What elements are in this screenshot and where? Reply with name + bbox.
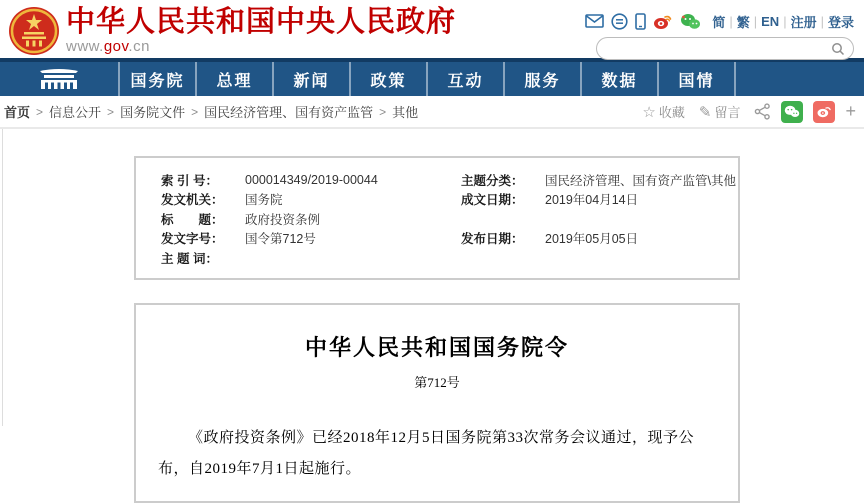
search-icon[interactable] [831, 42, 845, 56]
nav-item-policy[interactable]: 政策 [349, 62, 426, 96]
meta-row-index-no: 索 引 号： 000014349/2019-00044 [161, 172, 378, 188]
favorite-button[interactable]: ☆ 收藏 [642, 103, 685, 121]
register-link[interactable]: 注册 [790, 14, 817, 30]
site-url: www.gov.cn [66, 38, 150, 55]
meta-row-empty [461, 209, 731, 229]
document-paragraph: 《政府投资条例》已经2018年12月5日国务院第33次常务会议通过，现予公布，自2019年7月1日起施行。 [158, 429, 695, 477]
meta-col-right [461, 170, 736, 268]
breadcrumb-bar [0, 96, 864, 129]
national-emblem-icon [8, 6, 60, 56]
nav-item-premier[interactable]: 总理 [195, 62, 272, 96]
nav-item-interact[interactable]: 互动 [426, 62, 503, 96]
nav-spacer [734, 62, 864, 96]
share-wechat-button[interactable] [781, 101, 803, 123]
content-panel [2, 129, 864, 477]
lang-traditional[interactable]: 繁 [736, 14, 750, 30]
meta-row-topic-category: 主题分类： 国民经济管理、国有资产监管\其他 [461, 173, 736, 188]
nav-item-national[interactable]: 国情 [657, 62, 734, 96]
nav-item-news[interactable]: 新闻 [272, 62, 349, 96]
star-icon: ☆ [642, 103, 656, 121]
mobile-icon[interactable] [635, 13, 646, 30]
main-nav [0, 58, 864, 96]
national-emblem-logo[interactable] [8, 6, 60, 56]
crumb-other[interactable]: 其他 [392, 105, 419, 120]
share-weibo-button[interactable] [813, 101, 835, 123]
breadcrumb: 首页 > 信息公开 > 国务院文件 > 国民经济管理、国有资产监管 > 其他 [4, 102, 418, 121]
document-meta-table [134, 156, 740, 280]
site-title: 中华人民共和国中央人民政府 [66, 6, 457, 38]
lang-simplified[interactable]: 简 [712, 14, 726, 30]
mail-icon[interactable] [585, 14, 604, 28]
document-title: 中华人民共和国国务院令 [304, 334, 569, 360]
meta-col-left [161, 170, 461, 268]
search-input[interactable] [605, 40, 831, 58]
lang-links: 简 | 繁 | EN | 注册 | 登录 [708, 12, 858, 31]
page-actions [628, 101, 856, 123]
nav-home-logo[interactable] [0, 62, 118, 96]
document-number: 第712号 [414, 374, 460, 390]
comment-button[interactable]: ✎ 留言 [698, 103, 741, 121]
document-body [134, 303, 740, 503]
message-icon[interactable] [611, 13, 628, 30]
nav-item-data[interactable]: 数据 [580, 62, 657, 96]
share-nodes-icon [754, 103, 771, 120]
site-header [0, 0, 864, 58]
meta-row-empty [461, 248, 731, 268]
meta-row-subject-words: 主 题 词： [161, 251, 218, 266]
lang-english[interactable]: EN [761, 13, 780, 29]
meta-row-title: 标 题： 政府投资条例 [161, 212, 321, 227]
nav-item-services[interactable]: 服务 [503, 62, 580, 96]
crumb-category[interactable]: 国民经济管理、国有资产监管 [204, 105, 374, 120]
tiananmen-icon [34, 67, 84, 91]
wechat-share-icon [784, 105, 800, 118]
wechat-icon[interactable] [680, 13, 701, 30]
crumb-home[interactable]: 首页 [4, 105, 31, 120]
meta-row-doc-number: 发文字号： 国令第712号 [161, 232, 316, 247]
search-box [596, 37, 854, 60]
crumb-info-disclosure[interactable]: 信息公开 [49, 105, 102, 120]
more-share-button[interactable]: + [845, 101, 856, 121]
nav-item-state-council[interactable]: 国务院 [118, 62, 195, 96]
share-button[interactable] [754, 103, 771, 120]
meta-row-written-date: 成文日期： 2019年04月14日 [461, 193, 639, 208]
weibo-share-icon [816, 105, 832, 118]
pencil-icon: ✎ [698, 103, 712, 121]
meta-row-publish-date: 发布日期： 2019年05月05日 [461, 232, 639, 247]
meta-row-issuing-agency: 发文机关： 国务院 [161, 193, 283, 208]
weibo-icon[interactable] [653, 13, 673, 30]
crumb-state-council-docs[interactable]: 国务院文件 [120, 105, 186, 120]
login-link[interactable]: 登录 [827, 14, 854, 30]
